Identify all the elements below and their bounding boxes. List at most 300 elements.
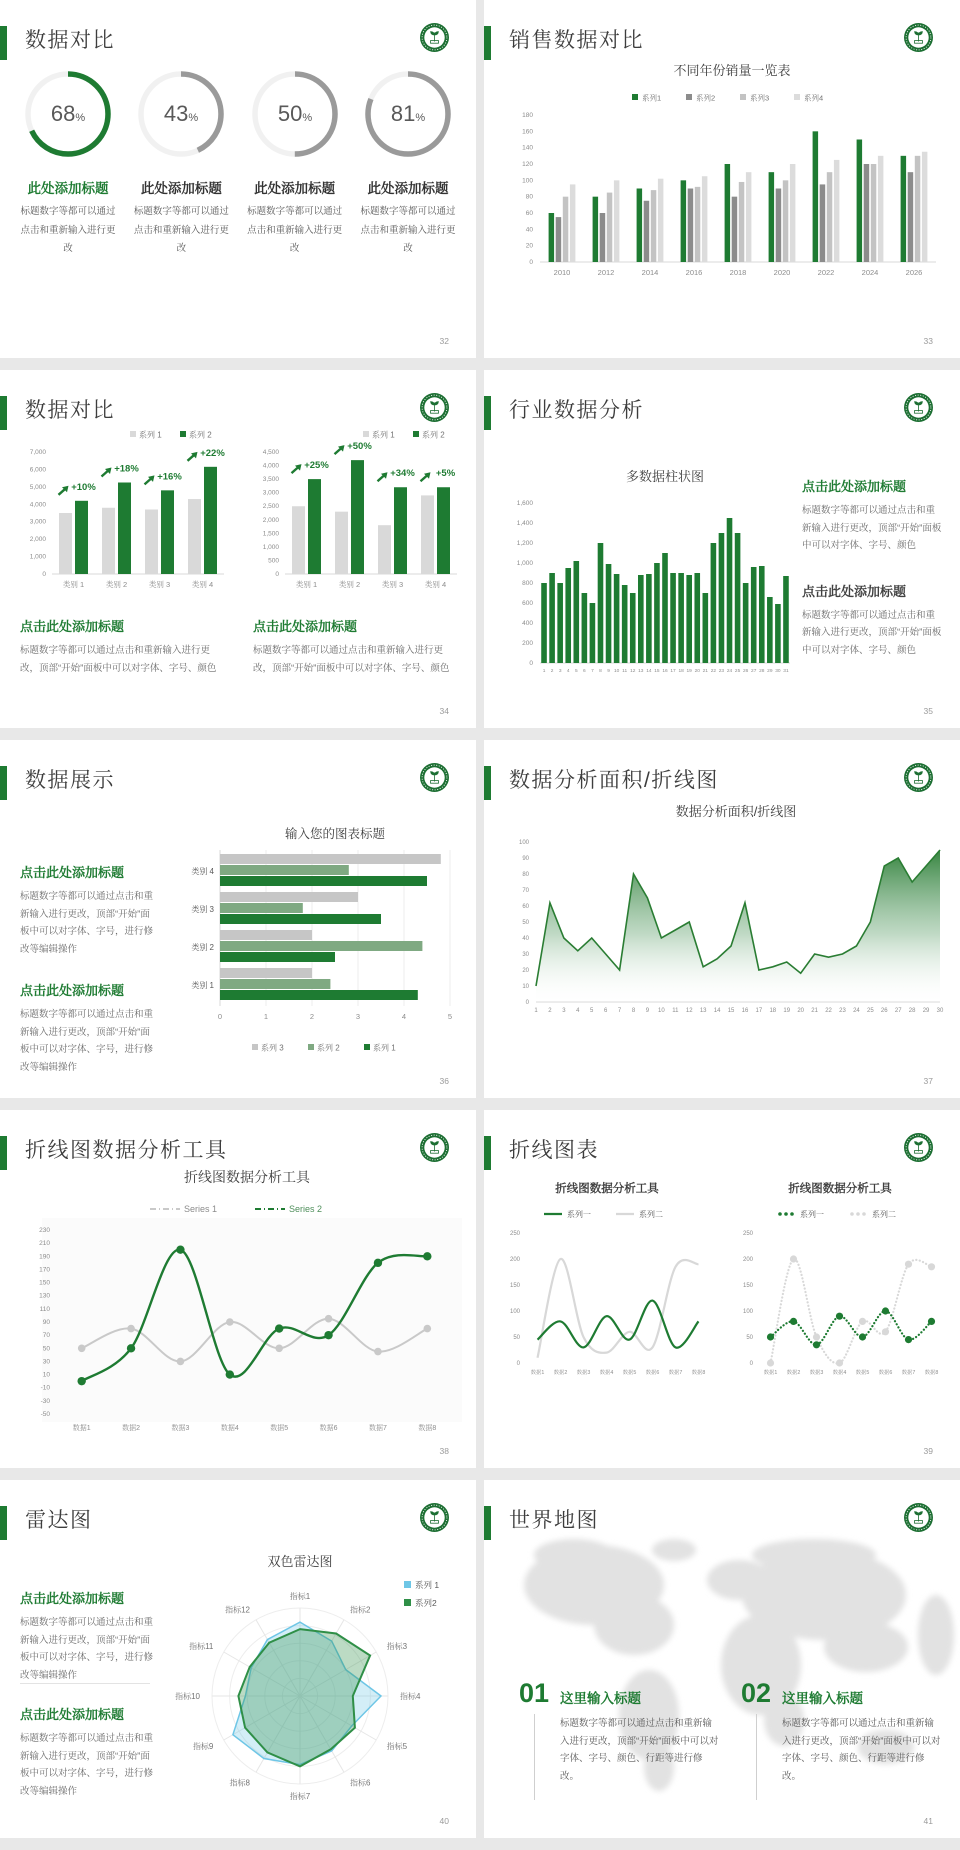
svg-text:5: 5	[590, 1008, 594, 1014]
svg-text:40: 40	[522, 936, 529, 942]
svg-text:2: 2	[548, 1008, 552, 1014]
svg-text:12: 12	[630, 669, 636, 674]
compare-bar-chart	[245, 422, 467, 614]
svg-text:指标5: 指标5	[386, 1742, 408, 1751]
page-number: 36	[439, 1076, 449, 1086]
svg-text:指标4: 指标4	[400, 1692, 421, 1701]
svg-text:数据2: 数据2	[553, 1370, 568, 1376]
svg-text:系列 1: 系列 1	[139, 430, 162, 440]
svg-text:200: 200	[509, 1257, 520, 1263]
block-heading: 点击此处添加标题	[20, 983, 125, 999]
item-heading: 这里输入标题	[782, 1691, 864, 1706]
svg-text:3,500: 3,500	[262, 476, 279, 484]
svg-text:180: 180	[522, 112, 533, 119]
svg-text:27: 27	[751, 669, 757, 674]
svg-text:1,400: 1,400	[516, 520, 533, 527]
map-items-row	[519, 1678, 941, 1800]
block-heading: 点击此处添加标题	[20, 1591, 125, 1606]
svg-text:数据5: 数据5	[622, 1370, 637, 1376]
svg-text:81%: 81%	[390, 101, 426, 126]
svg-text:1: 1	[534, 1008, 538, 1014]
donut-ring-icon	[362, 68, 454, 160]
svg-text:130: 130	[39, 1292, 50, 1300]
svg-text:100: 100	[522, 177, 533, 185]
page-number: 38	[439, 1446, 449, 1456]
compare-bar-chart	[12, 422, 234, 614]
svg-text:14: 14	[646, 669, 652, 674]
mini-line-chart	[727, 1178, 953, 1418]
svg-text:22: 22	[710, 669, 717, 674]
svg-text:16: 16	[662, 669, 668, 674]
slide-radar[interactable]	[0, 1480, 476, 1838]
svg-text:数据6: 数据6	[645, 1370, 660, 1376]
block-body: 标题数字等都可以通过点击和重新输入进行更改，顶部“开始”面板中可以对字体、字号、颜色	[802, 609, 942, 656]
svg-text:2,500: 2,500	[262, 503, 279, 511]
svg-text:70: 70	[522, 888, 529, 894]
svg-text:3,000: 3,000	[262, 489, 279, 497]
svg-text:100: 100	[518, 840, 529, 846]
svg-text:1,000: 1,000	[262, 543, 279, 551]
svg-text:系列一: 系列一	[567, 1210, 591, 1219]
svg-text:2,000: 2,000	[29, 536, 46, 544]
mini-line-chart	[494, 1178, 720, 1418]
block-heading: 点击此处添加标题	[20, 865, 125, 880]
svg-text:数据1: 数据1	[530, 1370, 545, 1376]
svg-text:150: 150	[742, 1283, 753, 1289]
svg-text:指标11: 指标11	[189, 1642, 214, 1651]
svg-text:数据3: 数据3	[171, 1425, 190, 1432]
svg-text:24: 24	[853, 1008, 860, 1014]
block-body: 标题数字等都可以通过点击和重新输入进行更改，顶部“开始”面板中可以对字体、字号，进行修改等编辑操作	[20, 1733, 154, 1797]
svg-text:系列一: 系列一	[800, 1210, 824, 1219]
donut-kpi	[129, 68, 233, 259]
block-body: 标题数字等都可以通过点击和重新输入进行更改，顶部“开始”面板中可以对字体、字号，进行修改等编辑操作	[20, 1617, 154, 1681]
block-heading: 点击此处添加标题	[802, 479, 907, 494]
text-block	[20, 616, 225, 677]
svg-text:指标6: 指标6	[350, 1778, 371, 1788]
svg-text:6: 6	[583, 669, 586, 674]
svg-text:170: 170	[39, 1266, 50, 1274]
svg-text:系列 2: 系列 2	[422, 430, 445, 440]
svg-text:1: 1	[263, 1012, 269, 1021]
svg-text:指标10: 指标10	[175, 1692, 200, 1701]
text-block	[20, 862, 154, 958]
blocks-row	[20, 616, 460, 677]
svg-text:1,000: 1,000	[29, 553, 46, 561]
svg-text:数据4: 数据4	[220, 1425, 239, 1432]
block-body: 标题数字等都可以通过点击和重新输入进行更改，顶部“开始”面板中可以对字体、字号、颜色	[253, 645, 450, 674]
svg-text:600: 600	[522, 600, 533, 607]
donut-kpi	[356, 68, 460, 259]
svg-text:系列 1: 系列 1	[373, 1043, 396, 1053]
svg-text:数据5: 数据5	[270, 1425, 289, 1432]
donut-heading: 此处添加标题	[140, 181, 222, 196]
svg-text:指标3: 指标3	[386, 1642, 408, 1651]
donut-ring-icon	[249, 68, 341, 160]
svg-text:4,500: 4,500	[262, 449, 279, 456]
slide-content	[0, 740, 476, 1098]
svg-text:2010: 2010	[553, 268, 571, 277]
svg-text:数据6: 数据6	[878, 1370, 893, 1376]
svg-text:0: 0	[529, 660, 533, 667]
svg-text:100: 100	[509, 1309, 520, 1315]
slide-title: 数据展示	[25, 769, 115, 792]
slide-data-compare-donuts[interactable]	[0, 0, 476, 358]
page-number: 40	[439, 1816, 449, 1826]
svg-text:数据5: 数据5	[855, 1370, 870, 1376]
svg-text:系列4: 系列4	[804, 93, 824, 103]
svg-text:2: 2	[309, 1012, 315, 1021]
svg-text:30: 30	[936, 1008, 944, 1014]
svg-text:500: 500	[268, 557, 279, 565]
slide-area-line-analysis[interactable]	[484, 740, 960, 1098]
svg-text:20: 20	[797, 1008, 805, 1014]
svg-text:类别 3: 类别 3	[148, 580, 171, 589]
item-number-column	[741, 1680, 771, 1800]
svg-text:系列 1: 系列 1	[372, 430, 395, 440]
svg-text:4,000: 4,000	[262, 462, 279, 470]
svg-text:+25%: +25%	[304, 460, 329, 472]
block-heading: 点击此处添加标题	[802, 583, 907, 599]
slide-title: 世界地图	[509, 1509, 599, 1532]
svg-text:+16%: +16%	[157, 471, 182, 483]
svg-text:3,000: 3,000	[29, 518, 46, 526]
svg-text:25: 25	[867, 1008, 874, 1014]
slide-title: 数据分析面积/折线图	[509, 769, 719, 792]
svg-text:50: 50	[42, 1345, 50, 1353]
svg-text:-30: -30	[40, 1397, 50, 1405]
blocks-divider	[20, 1683, 150, 1684]
svg-text:数据7: 数据7	[901, 1370, 916, 1376]
svg-text:24: 24	[726, 669, 733, 674]
svg-text:1,500: 1,500	[262, 530, 279, 538]
svg-text:11: 11	[622, 669, 628, 674]
svg-text:多数据柱状图: 多数据柱状图	[625, 469, 705, 484]
svg-text:指标8: 指标8	[229, 1778, 250, 1788]
block-body: 标题数字等都可以通过点击和重新输入进行更改，顶部“开始”面板中可以对字体、字号、颜色	[20, 645, 217, 674]
svg-text:160: 160	[522, 128, 533, 136]
svg-text:4: 4	[576, 1008, 580, 1014]
svg-text:150: 150	[509, 1283, 520, 1289]
donut-heading: 此处添加标题	[254, 181, 336, 196]
text-block	[20, 1704, 156, 1800]
slide-title: 数据对比	[25, 29, 115, 52]
svg-text:2026: 2026	[905, 268, 923, 277]
svg-text:折线图数据分析工具: 折线图数据分析工具	[555, 1183, 659, 1195]
svg-text:5: 5	[447, 1012, 453, 1021]
svg-text:120: 120	[522, 161, 533, 168]
slide-sales-data-compare[interactable]	[484, 0, 960, 358]
page-number: 37	[923, 1076, 933, 1086]
svg-text:系列 3: 系列 3	[261, 1043, 284, 1053]
svg-text:数据6: 数据6	[319, 1425, 338, 1432]
svg-text:+22%: +22%	[200, 447, 225, 459]
svg-text:数据2: 数据2	[786, 1370, 801, 1376]
svg-text:系列3: 系列3	[750, 93, 770, 103]
svg-text:800: 800	[522, 580, 533, 587]
svg-text:0: 0	[275, 571, 279, 578]
svg-text:3: 3	[558, 669, 562, 674]
page-number: 33	[923, 336, 933, 346]
svg-text:13: 13	[699, 1008, 707, 1014]
svg-text:10: 10	[613, 669, 620, 674]
svg-text:1,600: 1,600	[516, 500, 533, 507]
svg-text:21: 21	[702, 669, 708, 674]
svg-text:数据8: 数据8	[691, 1370, 706, 1376]
donut-body: 标题数字等都可以通过点击和重新输入进行更改	[20, 206, 116, 255]
slide-title: 销售数据对比	[509, 29, 644, 52]
svg-text:0: 0	[217, 1012, 223, 1021]
svg-text:40: 40	[525, 226, 533, 234]
svg-text:68%: 68%	[50, 101, 86, 126]
donut-body: 标题数字等都可以通过点击和重新输入进行更改	[360, 206, 456, 255]
svg-text:400: 400	[522, 620, 533, 627]
svg-text:数据分析面积/折线图: 数据分析面积/折线图	[675, 804, 797, 819]
svg-text:29: 29	[767, 669, 773, 674]
svg-text:6: 6	[603, 1008, 608, 1014]
slide-content	[484, 370, 960, 728]
svg-text:50%: 50%	[277, 101, 312, 126]
svg-text:18: 18	[678, 669, 684, 674]
text-block	[802, 476, 944, 555]
svg-text:27: 27	[894, 1008, 902, 1014]
slide-content	[0, 370, 476, 728]
svg-text:70: 70	[42, 1332, 50, 1340]
donut-body: 标题数字等都可以通过点击和重新输入进行更改	[133, 206, 229, 255]
svg-text:28: 28	[759, 669, 765, 674]
svg-text:2: 2	[550, 669, 554, 674]
text-block	[20, 1588, 156, 1684]
svg-text:22: 22	[825, 1008, 832, 1014]
svg-text:+10%: +10%	[71, 481, 96, 493]
svg-text:17: 17	[670, 669, 676, 674]
svg-text:4: 4	[401, 1012, 407, 1021]
item-heading: 这里输入标题	[560, 1691, 642, 1706]
svg-text:7: 7	[617, 1008, 622, 1014]
svg-text:90: 90	[522, 856, 529, 862]
slide-data-compare-bars[interactable]	[0, 370, 476, 728]
svg-text:系列二: 系列二	[639, 1210, 663, 1219]
slide-title: 行业数据分析	[509, 399, 644, 422]
svg-text:-10: -10	[40, 1384, 50, 1392]
blocks-col	[802, 476, 944, 659]
svg-text:43%: 43%	[164, 101, 199, 126]
block-heading: 点击此处添加标题	[253, 619, 358, 634]
svg-text:系列2: 系列2	[415, 1598, 437, 1608]
donut-ring-icon	[135, 68, 227, 160]
svg-text:100: 100	[742, 1309, 753, 1315]
svg-text:230: 230	[39, 1227, 50, 1234]
slide-line-charts[interactable]	[484, 1110, 960, 1468]
donut-kpi	[16, 68, 120, 259]
svg-text:系列2: 系列2	[696, 93, 716, 103]
svg-text:50: 50	[513, 1335, 520, 1341]
blocks-col	[20, 862, 154, 1077]
svg-text:Series 1: Series 1	[184, 1204, 218, 1214]
donut-ring-icon	[22, 68, 114, 160]
svg-text:30: 30	[775, 669, 781, 674]
svg-text:指标1: 指标1	[289, 1592, 311, 1601]
block-heading: 点击此处添加标题	[20, 619, 125, 634]
svg-text:数据3: 数据3	[809, 1370, 824, 1376]
svg-text:26: 26	[742, 669, 749, 674]
svg-text:140: 140	[522, 144, 533, 152]
svg-text:类别 3: 类别 3	[381, 580, 404, 589]
svg-text:11: 11	[672, 1008, 679, 1014]
svg-text:9: 9	[607, 669, 610, 674]
svg-text:指标12: 指标12	[225, 1605, 250, 1615]
svg-text:80: 80	[525, 193, 533, 201]
slide-content	[0, 1110, 476, 1468]
svg-text:8: 8	[599, 669, 602, 674]
svg-text:指标2: 指标2	[350, 1605, 371, 1615]
item-number: 01	[519, 1678, 550, 1708]
svg-text:0: 0	[525, 1000, 529, 1006]
donut-heading: 此处添加标题	[27, 181, 109, 196]
svg-text:20: 20	[525, 242, 533, 250]
slide-content	[484, 0, 960, 358]
svg-text:15: 15	[727, 1008, 735, 1014]
slide-world-map[interactable]	[484, 1480, 960, 1838]
svg-text:150: 150	[39, 1279, 50, 1287]
svg-text:23: 23	[718, 669, 725, 674]
svg-text:5,000: 5,000	[29, 483, 46, 491]
block-body: 标题数字等都可以通过点击和重新输入进行更改，顶部“开始”面板中可以对字体、字号、颜色	[802, 505, 942, 552]
svg-text:数据7: 数据7	[368, 1425, 387, 1432]
svg-text:25: 25	[734, 669, 741, 674]
slide-content	[484, 1480, 960, 1838]
hbar-chart	[158, 822, 460, 1072]
svg-text:23: 23	[839, 1008, 846, 1014]
slide-content	[484, 1110, 960, 1468]
svg-text:系列二: 系列二	[872, 1210, 896, 1219]
sales-bar-chart	[504, 55, 944, 317]
svg-text:2022: 2022	[817, 268, 835, 277]
svg-text:4,000: 4,000	[29, 501, 46, 509]
svg-text:12: 12	[685, 1008, 693, 1014]
svg-text:0: 0	[749, 1361, 753, 1367]
svg-text:50: 50	[746, 1335, 753, 1341]
svg-text:2012: 2012	[597, 268, 615, 277]
svg-text:类别 1: 类别 1	[295, 580, 318, 589]
svg-text:7: 7	[591, 669, 594, 674]
svg-text:30: 30	[42, 1358, 50, 1366]
svg-text:16: 16	[741, 1008, 749, 1014]
svg-text:指标9: 指标9	[192, 1742, 214, 1751]
svg-text:+34%: +34%	[390, 468, 415, 480]
svg-text:250: 250	[742, 1231, 753, 1237]
item-number-column	[519, 1680, 549, 1800]
svg-text:Series 2: Series 2	[289, 1204, 323, 1214]
svg-text:17: 17	[755, 1008, 763, 1014]
svg-text:3: 3	[355, 1012, 361, 1021]
svg-text:50: 50	[522, 920, 529, 926]
item-rule	[756, 1714, 757, 1800]
svg-text:数据4: 数据4	[599, 1370, 614, 1376]
svg-text:20: 20	[694, 669, 700, 674]
svg-text:1,200: 1,200	[516, 540, 533, 547]
svg-text:200: 200	[742, 1257, 753, 1263]
svg-text:200: 200	[522, 640, 533, 647]
svg-text:60: 60	[522, 904, 529, 910]
svg-text:类别 4: 类别 4	[191, 580, 214, 589]
svg-text:210: 210	[39, 1240, 50, 1248]
svg-text:15: 15	[654, 669, 660, 674]
svg-text:60: 60	[525, 210, 533, 217]
svg-text:0: 0	[516, 1361, 520, 1367]
blocks-col	[20, 1588, 156, 1801]
slide-content	[484, 740, 960, 1098]
line-chart	[12, 1158, 464, 1446]
svg-text:数据1: 数据1	[72, 1425, 91, 1432]
svg-text:2,000: 2,000	[262, 516, 279, 524]
svg-text:29: 29	[922, 1008, 930, 1014]
svg-text:18: 18	[769, 1008, 777, 1014]
donut-row	[16, 68, 460, 259]
svg-text:6,000: 6,000	[29, 466, 46, 474]
svg-text:系列1: 系列1	[642, 93, 662, 103]
radar-chart	[160, 1550, 462, 1825]
svg-text:系列 1: 系列 1	[415, 1580, 440, 1590]
svg-text:20: 20	[522, 968, 529, 974]
slide-data-display[interactable]	[0, 740, 476, 1098]
svg-text:-50: -50	[40, 1411, 50, 1418]
svg-text:类别 2: 类别 2	[191, 943, 214, 952]
page-number: 34	[439, 706, 449, 716]
map-item	[519, 1680, 719, 1800]
svg-text:28: 28	[908, 1008, 916, 1014]
text-block	[802, 581, 944, 660]
item-text	[782, 1680, 941, 1800]
item-number: 02	[741, 1678, 772, 1708]
svg-text:0: 0	[529, 259, 533, 266]
svg-text:系列 2: 系列 2	[189, 430, 212, 440]
svg-text:31: 31	[783, 669, 789, 674]
map-item	[741, 1680, 941, 1800]
svg-text:80: 80	[522, 872, 529, 878]
svg-text:类别 1: 类别 1	[191, 981, 214, 990]
svg-text:9: 9	[645, 1008, 650, 1014]
slide-industry-analysis[interactable]	[484, 370, 960, 728]
svg-text:90: 90	[42, 1319, 50, 1326]
svg-text:26: 26	[880, 1008, 888, 1014]
slide-line-tool[interactable]	[0, 1110, 476, 1468]
svg-text:190: 190	[39, 1253, 50, 1261]
svg-text:数据2: 数据2	[122, 1425, 141, 1432]
svg-text:10: 10	[658, 1008, 665, 1014]
svg-text:数据3: 数据3	[576, 1370, 591, 1376]
svg-text:19: 19	[686, 669, 692, 674]
svg-text:1: 1	[542, 669, 546, 674]
svg-text:数据1: 数据1	[763, 1370, 778, 1376]
svg-text:类别 3: 类别 3	[191, 905, 214, 914]
svg-text:系列 2: 系列 2	[317, 1043, 340, 1053]
svg-text:110: 110	[39, 1305, 50, 1313]
svg-text:类别 4: 类别 4	[424, 580, 447, 589]
svg-text:类别 1: 类别 1	[62, 580, 85, 589]
svg-text:折线图数据分析工具: 折线图数据分析工具	[788, 1183, 892, 1195]
donut-kpi	[243, 68, 347, 259]
slide-title: 折线图数据分析工具	[25, 1139, 228, 1162]
svg-text:类别 4: 类别 4	[191, 867, 214, 876]
svg-text:19: 19	[783, 1008, 791, 1014]
svg-text:5: 5	[574, 669, 578, 674]
svg-text:数据4: 数据4	[832, 1370, 847, 1376]
area-chart	[496, 800, 948, 1052]
svg-text:2014: 2014	[641, 268, 659, 277]
block-body: 标题数字等都可以通过点击和重新输入进行更改，顶部“开始”面板中可以对字体、字号，进行修改等编辑操作	[20, 1009, 154, 1073]
svg-text:类别 2: 类别 2	[105, 580, 128, 589]
